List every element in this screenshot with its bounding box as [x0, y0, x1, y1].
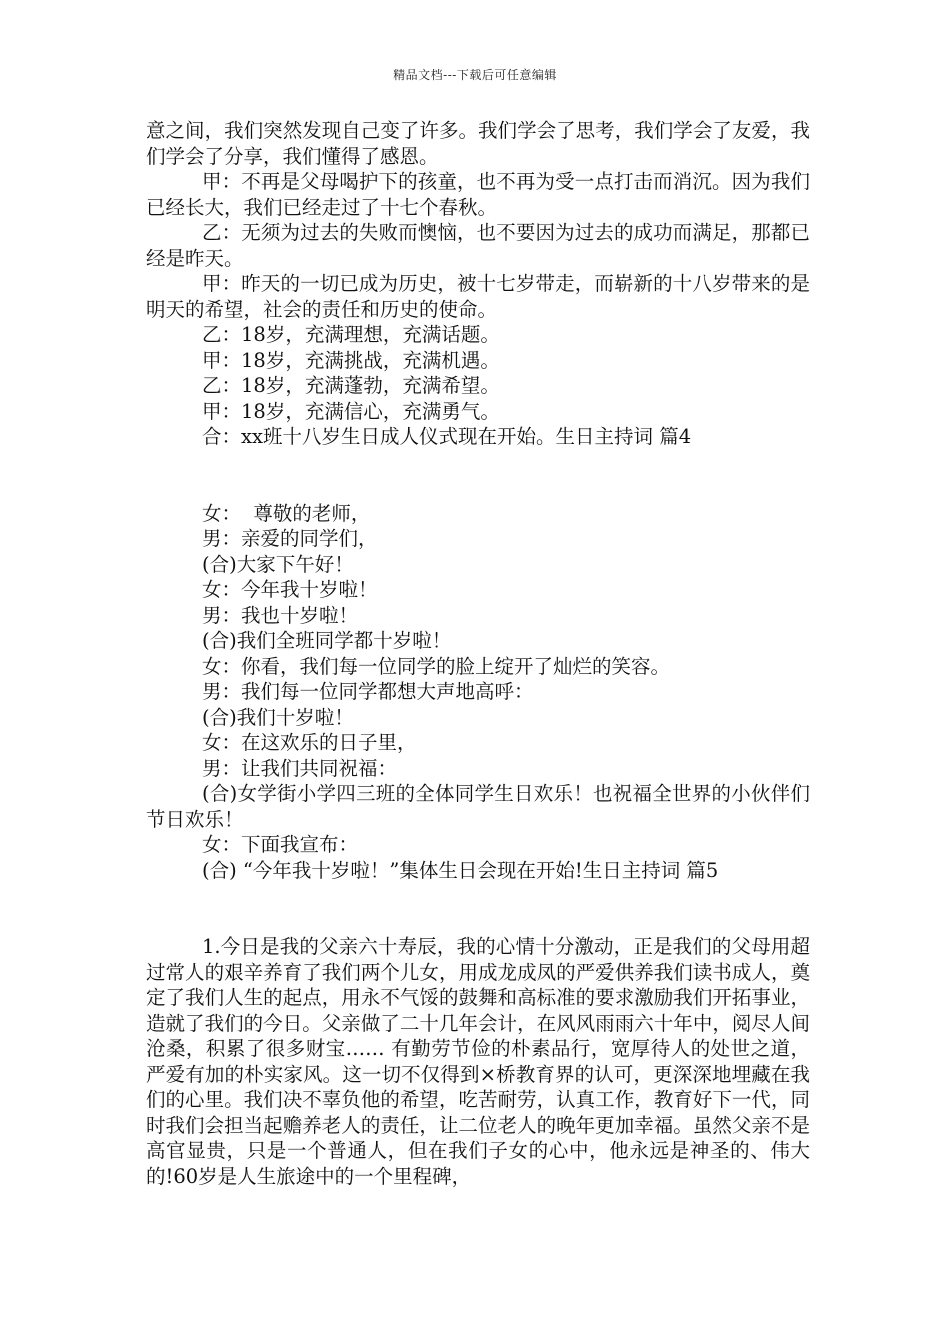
paragraph: (合) “今年我十岁啦！”集体生日会现在开始!生日主持词 篇5 [202, 858, 719, 882]
paragraph: 乙：无须为过去的失败而懊恼，也不要因为过去的成功而满足，那都已经是昨天。 [146, 221, 810, 270]
paragraph: 意之间，我们突然发现自己变了许多。我们学会了思考，我们学会了友爱，我们学会了分享，我们懂得了感恩。 [146, 119, 810, 168]
paragraph: 乙：18岁，充满蓬勃，充满希望。 [202, 374, 500, 397]
paragraph: (合)我们全班同学都十岁啦！ [202, 629, 452, 652]
paragraph: 女：你看，我们每一位同学的脸上绽开了灿烂的笑容。 [202, 654, 671, 678]
blank-gap [146, 450, 810, 501]
document-body [146, 118, 810, 1189]
paragraph: (合)大家下午好！ [202, 552, 354, 576]
blank-gap [146, 883, 810, 934]
paragraph: 男：让我们共同祝福： [202, 756, 398, 780]
paragraph: 乙：18岁，充满理想，充满话题。 [202, 323, 500, 346]
paragraph: 合：xx班十八岁生日成人仪式现在开始。生日主持词 篇4 [202, 425, 692, 448]
paragraph: 甲：昨天的一切已成为历史，被十七岁带走，而崭新的十八岁带来的是明天的希望，社会的责任和历史的使命。 [146, 272, 810, 321]
page-header: 精品文档---下载后可任意编辑 [393, 68, 557, 82]
paragraph: 女：今年我十岁啦！ [202, 578, 378, 601]
paragraph: 男：亲爱的同学们， [202, 527, 378, 550]
paragraph: 女：下面我宣布： [202, 833, 359, 856]
paragraph: 女：在这欢乐的日子里， [202, 731, 417, 754]
paragraph: 甲：18岁，充满挑战，充满机遇。 [202, 348, 500, 372]
paragraph: 1.今日是我的父亲六十寿辰，我的心情十分激动，正是我们的父母用超过常人的艰辛养育了我们两个儿女，用成龙成凤的严爱供养我们读书成人，奠定了我们人生的起点，用永不气馁的鼓舞和高标准的要求激励我们开拓事业，造就了我们的今日。父亲做了二十几年会计，在风风雨雨六十年中，阅尽人间沧桑，积累了很多财宝…… 有勤劳节俭的朴素品行，宽厚待人的处世之道，严爱有加的朴实家风。这一切不仅得到×桥教育界的认可，更深深地埋藏在我们的心里。我们决不辜负他的希望，吃苦耐劳，认真工作，教育好下一代，同时我们会担当起赡养老人的责任，让二位老人的晚年更加幸福。虽然父亲不是高官显贵，只是一个普通人，但在我们子女的心中，他永远是神圣的、伟大的!60岁是人生旅途中的一个里程碑， [146, 935, 810, 1188]
paragraph: 男：我也十岁啦！ [202, 603, 359, 627]
paragraph: 男：我们每一位同学都想大声地高呼： [202, 680, 534, 703]
paragraph: 甲：18岁，充满信心，充满勇气。 [202, 399, 500, 423]
paragraph: (合)我们十岁啦！ [202, 705, 354, 729]
paragraph: 甲：不再是父母喝护下的孩童，也不再为受一点打击而消沉。因为我们已经长大，我们已经走过了十七个春秋。 [146, 170, 810, 219]
paragraph: (合)女学街小学四三班的全体同学生日欢乐！也祝福全世界的小伙伴们节日欢乐！ [146, 782, 810, 831]
paragraph: 女： 尊敬的老师， [202, 501, 371, 525]
